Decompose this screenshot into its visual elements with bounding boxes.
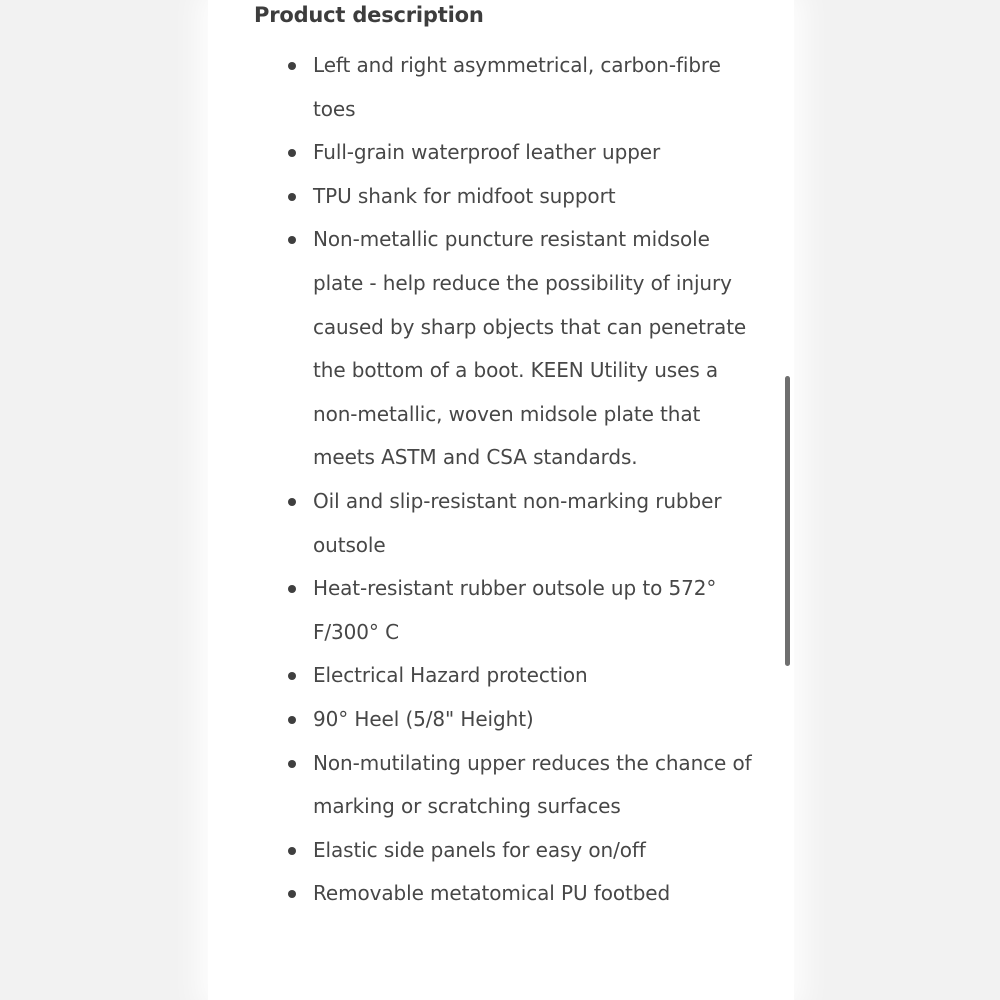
feature-item	[208, 131, 794, 175]
bullet-icon	[288, 498, 296, 506]
feature-text: Non-mutilating upper reduces the chance of marking or scratching surfaces	[313, 750, 752, 819]
feature-list	[208, 44, 794, 916]
feature-text: Left and right asymmetrical, carbon-fibre toes	[313, 53, 721, 121]
bullet-icon	[288, 62, 296, 70]
feature-item	[208, 742, 794, 829]
feature-text: Non-metallic puncture resistant midsole plate - help reduce the possibility of injury caused by sharp objects that can penetrate the bottom of a boot. KEEN Utility uses a non-metallic, woven midsole plate that meets ASTM and CSA standards.	[313, 227, 747, 470]
feature-text: Oil and slip-resistant non-marking rubber outsole	[313, 488, 722, 557]
feature-item	[208, 654, 794, 698]
feature-item	[208, 698, 794, 742]
feature-text: Elastic side panels for easy on/off	[313, 837, 646, 862]
feature-item	[208, 872, 794, 916]
feature-item	[208, 44, 794, 131]
feature-text: Electrical Hazard protection	[313, 663, 588, 688]
bullet-icon	[288, 149, 296, 157]
feature-item	[208, 175, 794, 219]
feature-item	[208, 567, 794, 654]
bullet-icon	[288, 760, 296, 768]
bullet-icon	[288, 672, 296, 680]
bullet-icon	[288, 890, 296, 898]
bullet-icon	[288, 236, 296, 244]
feature-text: TPU shank for midfoot support	[313, 183, 616, 208]
bullet-icon	[288, 193, 296, 201]
scrollbar-thumb[interactable]	[785, 376, 790, 666]
bullet-icon	[288, 716, 296, 724]
product-description-panel	[208, 0, 794, 1000]
feature-item	[208, 480, 794, 567]
feature-text: Removable metatomical PU footbed	[313, 881, 671, 906]
feature-item	[208, 218, 794, 480]
feature-text: Full-grain waterproof leather upper	[313, 140, 661, 165]
feature-item	[208, 829, 794, 873]
section-title: Product description	[254, 3, 484, 27]
bullet-icon	[288, 585, 296, 593]
bullet-icon	[288, 847, 296, 855]
feature-text: 90° Heel (5/8" Height)	[313, 706, 534, 731]
feature-text: Heat-resistant rubber outsole up to 572° F/300° C	[313, 576, 717, 644]
